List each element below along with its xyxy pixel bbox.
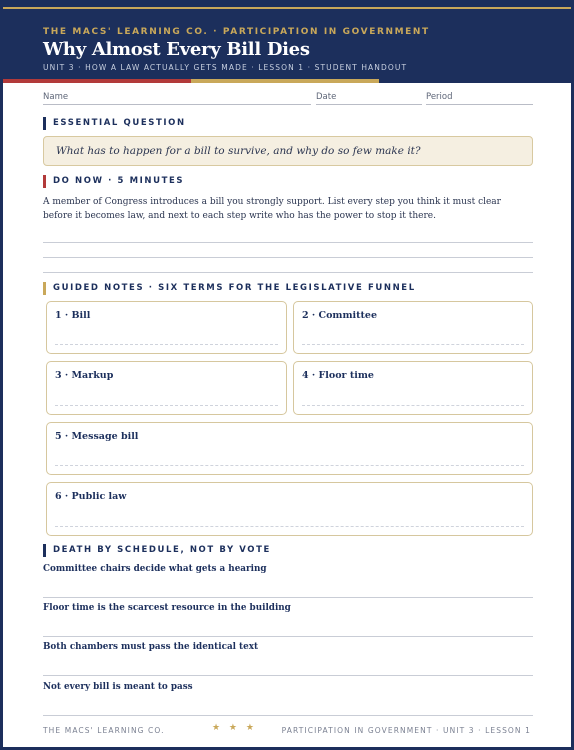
footer-rule: [43, 715, 533, 716]
writing-line[interactable]: [43, 272, 533, 273]
schedule-item: Not every bill is meant to pass: [43, 682, 193, 692]
header-banner: [3, 3, 571, 79]
term-writing-line[interactable]: [302, 344, 524, 345]
term-box-public-law[interactable]: [46, 482, 533, 536]
period-field[interactable]: Period: [426, 91, 533, 105]
term-label: 4 · Floor time: [302, 370, 374, 381]
term-label: 2 · Committee: [302, 310, 378, 321]
answer-line[interactable]: [43, 636, 533, 637]
header-subline: UNIT 3 · HOW A LAW ACTUALLY GETS MADE · LESSON 1 · STUDENT HANDOUT: [43, 63, 408, 72]
term-writing-line[interactable]: [302, 405, 524, 406]
term-writing-line[interactable]: [55, 405, 278, 406]
date-field[interactable]: Date: [316, 91, 422, 105]
term-label: 3 · Markup: [55, 370, 114, 381]
do-now-heading: DO NOW · 5 MINUTES: [43, 175, 184, 188]
term-box-markup[interactable]: [46, 361, 287, 415]
term-box-message-bill[interactable]: [46, 422, 533, 475]
schedule-item: Committee chairs decide what gets a hearing: [43, 564, 267, 574]
answer-line[interactable]: [43, 675, 533, 676]
term-writing-line[interactable]: [55, 465, 524, 466]
footer-publisher: THE MACS' LEARNING CO.: [43, 726, 165, 735]
stripe-gold: [191, 79, 379, 83]
term-writing-line[interactable]: [55, 344, 278, 345]
header-gold-rule: [3, 7, 571, 9]
page-title: Why Almost Every Bill Dies: [43, 39, 310, 60]
footer-stars: ★ ★ ★: [212, 723, 257, 733]
essential-question-box: [43, 136, 533, 166]
schedule-heading: DEATH BY SCHEDULE, NOT BY VOTE: [43, 544, 271, 557]
essential-question-heading: ESSENTIAL QUESTION: [43, 117, 186, 130]
guided-notes-heading: GUIDED NOTES · SIX TERMS FOR THE LEGISLATIVE FUNNEL: [43, 282, 416, 295]
stripe-navy: [379, 79, 571, 83]
do-now-prompt: A member of Congress introduces a bill you strongly support. List every step you think it must clear before it becomes law, and next to each step write who has the power to stop it there.: [43, 197, 501, 221]
footer-course: PARTICIPATION IN GOVERNMENT · UNIT 3 · LESSON 1: [281, 726, 531, 735]
header-eyebrow: THE MACS' LEARNING CO. · PARTICIPATION IN GOVERNMENT: [43, 27, 430, 37]
term-label: 1 · Bill: [55, 310, 91, 321]
name-field[interactable]: Name: [43, 91, 311, 105]
answer-line[interactable]: [43, 597, 533, 598]
schedule-item: Both chambers must pass the identical text: [43, 642, 259, 652]
essential-question-text: What has to happen for a bill to survive, and why do so few make it?: [56, 145, 421, 157]
term-box-bill[interactable]: [46, 301, 287, 354]
term-box-floor-time[interactable]: [293, 361, 533, 415]
term-writing-line[interactable]: [55, 526, 524, 527]
writing-line[interactable]: [43, 257, 533, 258]
stripe-red: [3, 79, 191, 83]
schedule-item: Floor time is the scarcest resource in the building: [43, 603, 291, 613]
term-label: 6 · Public law: [55, 491, 127, 502]
writing-line[interactable]: [43, 242, 533, 243]
term-box-committee[interactable]: [293, 301, 533, 354]
term-label: 5 · Message bill: [55, 431, 139, 442]
